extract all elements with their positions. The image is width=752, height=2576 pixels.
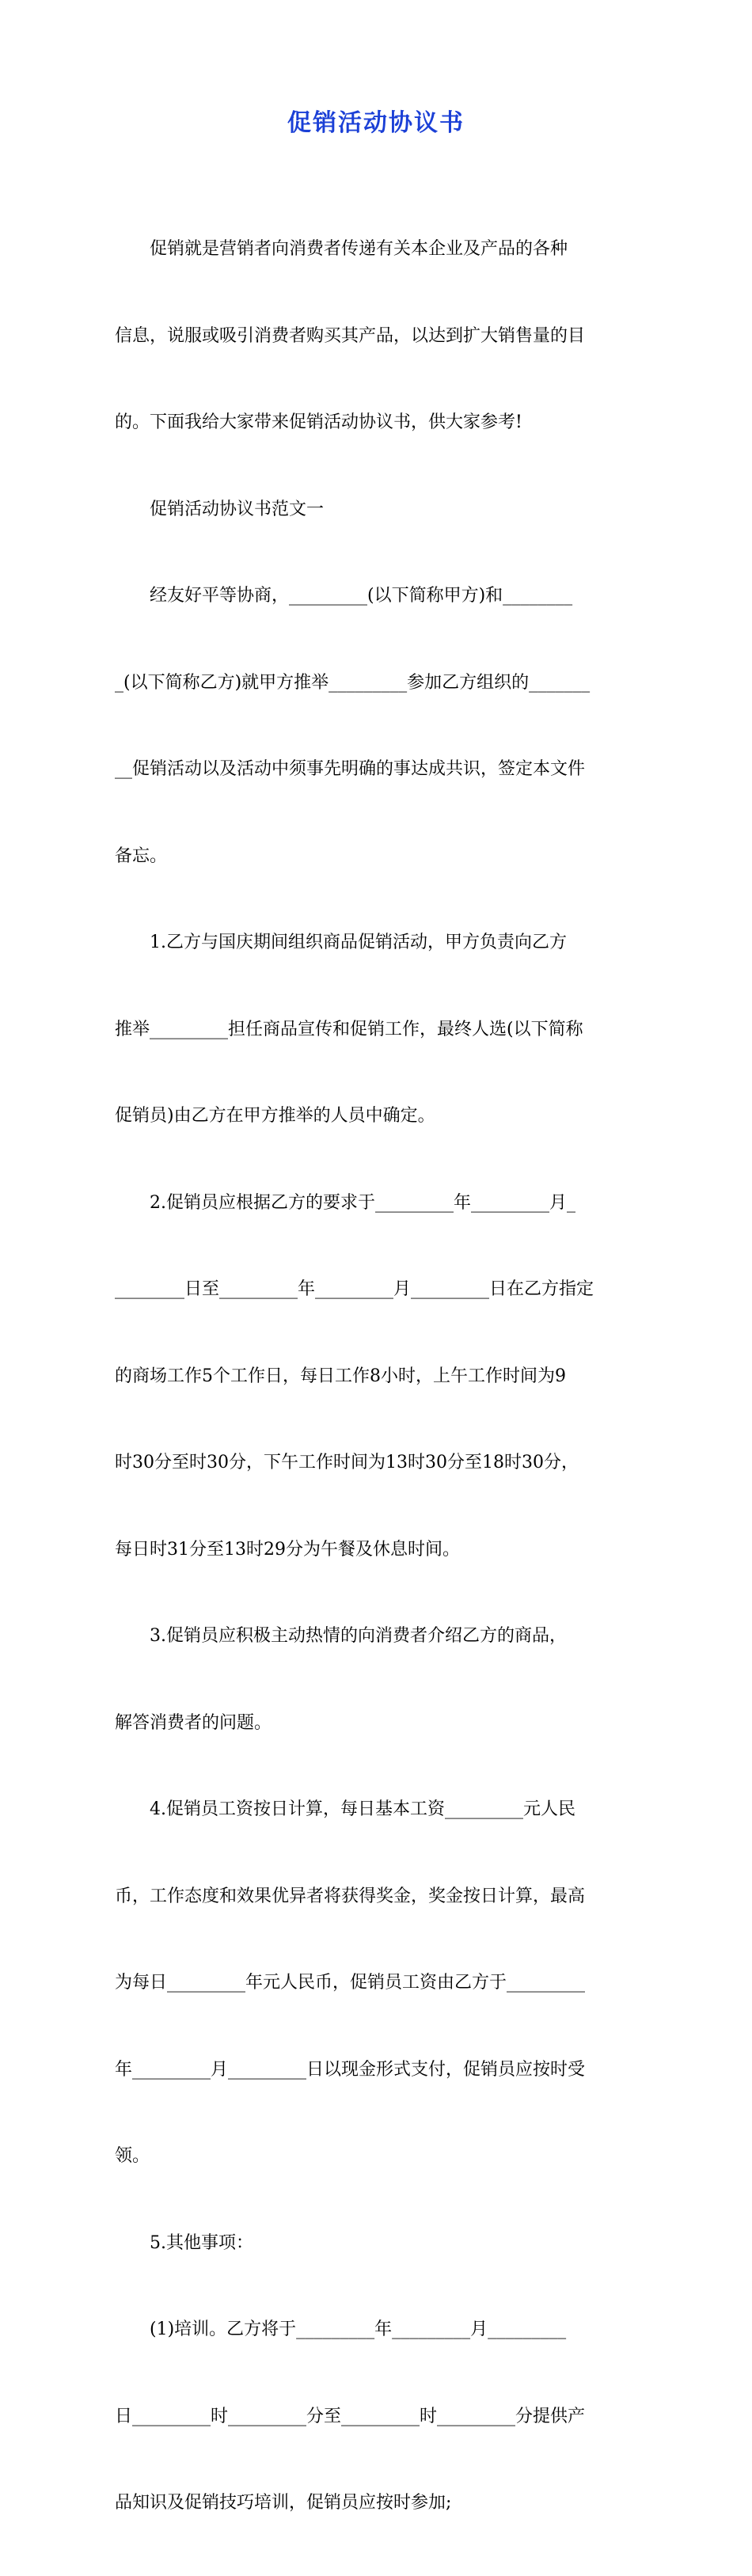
body-line: 解答消费者的问题。 — [115, 1712, 272, 1733]
body-line: 推举_________担任商品宣传和促销工作，最终人选(以下简称 — [115, 1019, 583, 1039]
body-line: 5.其他事项： — [115, 2232, 253, 2253]
body-line: 信息，说服或吸引消费者购买其产品，以达到扩大销售量的目 — [115, 325, 586, 346]
body-line: 的商场工作5个工作日，每日工作8小时，上午工作时间为9 — [115, 1366, 566, 1386]
body-line: 为每日_________年元人民币，促销员工资由乙方于_________ — [115, 1973, 586, 1993]
body-line: __促销活动以及活动中须事先明确的事达成共识，签定本文件 — [115, 759, 586, 779]
body-line: _(以下简称乙方)就甲方推举_________参加乙方组织的_______ — [115, 672, 591, 693]
body-line: 领。 — [115, 2146, 150, 2166]
body-line: 的。下面我给大家带来促销活动协议书，供大家参考! — [115, 412, 522, 432]
body-line: 每日时31分至13时29分为午餐及休息时间。 — [115, 1539, 460, 1560]
body-line: (1)培训。乙方将于_________年_________月_________ — [115, 2320, 567, 2339]
body-line: 1.乙方与国庆期间组织商品促销活动，甲方负责向乙方 — [115, 933, 567, 952]
body-line: 促销活动协议书范文一 — [115, 499, 325, 519]
body-line: 促销就是营销者向消费者传递有关本企业及产品的各种 — [115, 239, 568, 259]
body-line: ________日至_________年_________月_________日在乙方指定 — [115, 1279, 594, 1299]
body-line: 时30分至时30分，下午工作时间为13时30分至18时30分， — [115, 1453, 579, 1472]
body-line: 备忘。 — [115, 845, 168, 866]
body-line: 4.促销员工资按日计算，每日基本工资_________元人民 — [115, 1799, 575, 1819]
body-line: 2.促销员应根据乙方的要求于_________年_________月_ — [115, 1192, 575, 1213]
body-line: 3.促销员应积极主动热情的向消费者介绍乙方的商品， — [115, 1626, 567, 1646]
body-line: 年_________月_________日以现金形式支付，促销员应按时受 — [115, 2059, 586, 2080]
body-line: 促销员)由乙方在甲方推举的人员中确定。 — [115, 1106, 435, 1126]
body-line: 品知识及促销技巧培训，促销员应按时参加; — [115, 2493, 452, 2513]
body-line: 经友好平等协商，_________(以下简称甲方)和________ — [115, 586, 573, 606]
body-line: 币，工作态度和效果优异者将获得奖金，奖金按日计算，最高 — [115, 1886, 586, 1906]
body-line: 日_________时_________分至_________时_________分提供产 — [115, 2406, 586, 2426]
document-body — [115, 177, 637, 2576]
document-title: 促销活动协议书 — [287, 109, 465, 137]
